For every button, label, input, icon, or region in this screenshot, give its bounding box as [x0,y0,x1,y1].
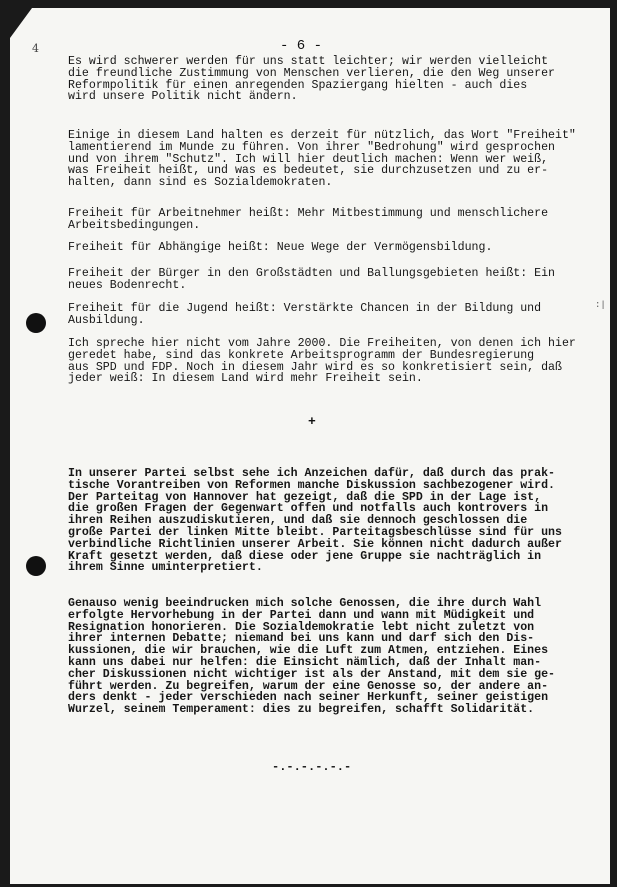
section-separator: + [308,414,316,429]
text-line: verbindliche Richtlinien unserer Arbeit. Sie können nicht dadurch außer [68,537,562,551]
text-line: Freiheit für die Jugend heißt: Verstärkte Chancen in der Bildung und [68,302,542,315]
text-line: Arbeitsbedingungen. [68,218,201,232]
text-line: Genauso wenig beeindrucken mich solche Genossen, die ihre durch Wahl [68,597,542,610]
paragraph-1 [68,56,604,103]
text-line: ihren Reihen auszudiskutieren, und daß sie dennoch geschlossen die [68,514,528,528]
text-line: tische Vorantreiben von Reformen manche Diskussion sachbezogener wird. [68,478,556,492]
text-line: Der Parteitag von Hannover hat gezeigt, daß die SPD in der Lage ist, [68,490,542,504]
paragraph-5 [68,268,604,292]
text-line: ihrem Sinne uminterpretiert. [68,561,263,575]
text-line: ders denkt - jeder verschieden nach seiner Herkunft, seiner geistigen [68,691,549,705]
paragraph-3 [68,208,604,232]
paragraph-9 [68,598,604,716]
text-line: Kraft gesetzt werden, daß diese oder jene Gruppe sie nachträglich in [68,549,542,563]
punch-hole-lower [26,556,46,576]
text-line: und von ihrem "Schutz". Ich will hier deutlich machen: Wenn wer weiß, [68,152,549,166]
text-line: Freiheit für Arbeitnehmer heißt: Mehr Mitbestimmung und menschlichere [68,207,549,220]
paragraph-4 [68,242,604,254]
text-line: wird unsere Politik nicht ändern. [68,90,298,104]
text-line: Wurzel, seinem Temperament: dies zu begreifen, schafft Solidarität. [68,703,535,717]
text-line: kann uns dabei nur helfen: die Einsicht nämlich, daß der Inhalt man- [68,655,542,669]
paragraph-6 [68,303,604,327]
margin-mark: :| [595,300,606,310]
text-line: führt werden. Zu begreifen, warum der eine Genosse so, der andere an- [68,679,549,693]
document-page [10,8,610,884]
text-line: Ich spreche hier nicht vom Jahre 2000. Die Freiheiten, von denen ich hier [68,337,576,350]
text-line: Freiheit für Abhängige heißt: Neue Wege der Vermögensbildung. [68,241,493,254]
text-line: neues Bodenrecht. [68,278,187,292]
text-line: Ausbildung. [68,313,145,327]
text-line: kussionen, die wir brauchen, wie die Luft zum Atmen, entziehen. Eines [68,644,549,658]
text-line: die freundliche Zustimmung von Menschen verlieren, die den Weg unserer [68,66,556,80]
paragraph-8 [68,468,604,574]
text-line: lamentierend im Munde zu führen. Von ihrer "Bedrohung" wird gesprochen [68,140,556,154]
paragraph-7 [68,338,604,385]
text-line: Freiheit der Bürger in den Großstädten und Ballungsgebieten heißt: Ein [68,267,556,280]
page-number: - 6 - [280,38,323,54]
handwritten-corner-mark: 4 [32,42,39,55]
text-line: große Partei der linken Mitte bleibt. Parteitagsbeschlüsse sind für uns [68,525,562,539]
text-line: Einige in diesem Land halten es derzeit für nützlich, das Wort "Freiheit" [68,129,576,142]
text-line: Resignation honorieren. Die Sozialdemokratie lebt nicht zuletzt von [68,620,535,634]
text-line: Reformpolitik für einen anregenden Spaziergang hielten - auch dies [68,78,528,92]
text-line: ihrer internen Debatte; niemand bei uns kann und darf sich den Dis- [68,632,535,646]
text-line: aus SPD und FDP. Noch in diesem Jahr wird es so konkretisiert sein, daß [68,360,562,374]
end-of-section-mark: -.-.-.-.-.- [272,760,352,774]
text-line: In unserer Partei selbst sehe ich Anzeichen dafür, daß durch das prak- [68,467,556,480]
punch-hole-upper [26,313,46,333]
text-line: Es wird schwerer werden für uns statt leichter; wir werden vielleicht [68,55,549,68]
text-line: die großen Fragen der Gegenwart offen und notfalls auch kontrovers in [68,502,549,516]
text-line: erfolgte Hervorhebung in der Partei dann und wann mit Müdigkeit und [68,608,535,622]
text-line: geredet habe, sind das konkrete Arbeitsprogramm der Bundesregierung [68,348,535,362]
text-line: jeder weiß: In diesem Land wird mehr Freiheit sein. [68,372,423,386]
text-line: halten, dann sind es Sozialdemokraten. [68,176,333,190]
paragraph-2 [68,130,604,189]
folded-corner [10,8,32,38]
text-line: cher Diskussionen nicht wichtiger ist als der Anstand, mit dem sie ge- [68,667,556,681]
text-line: was Freiheit heißt, und was es bedeutet, sie durchzusetzen und zu er- [68,164,549,178]
